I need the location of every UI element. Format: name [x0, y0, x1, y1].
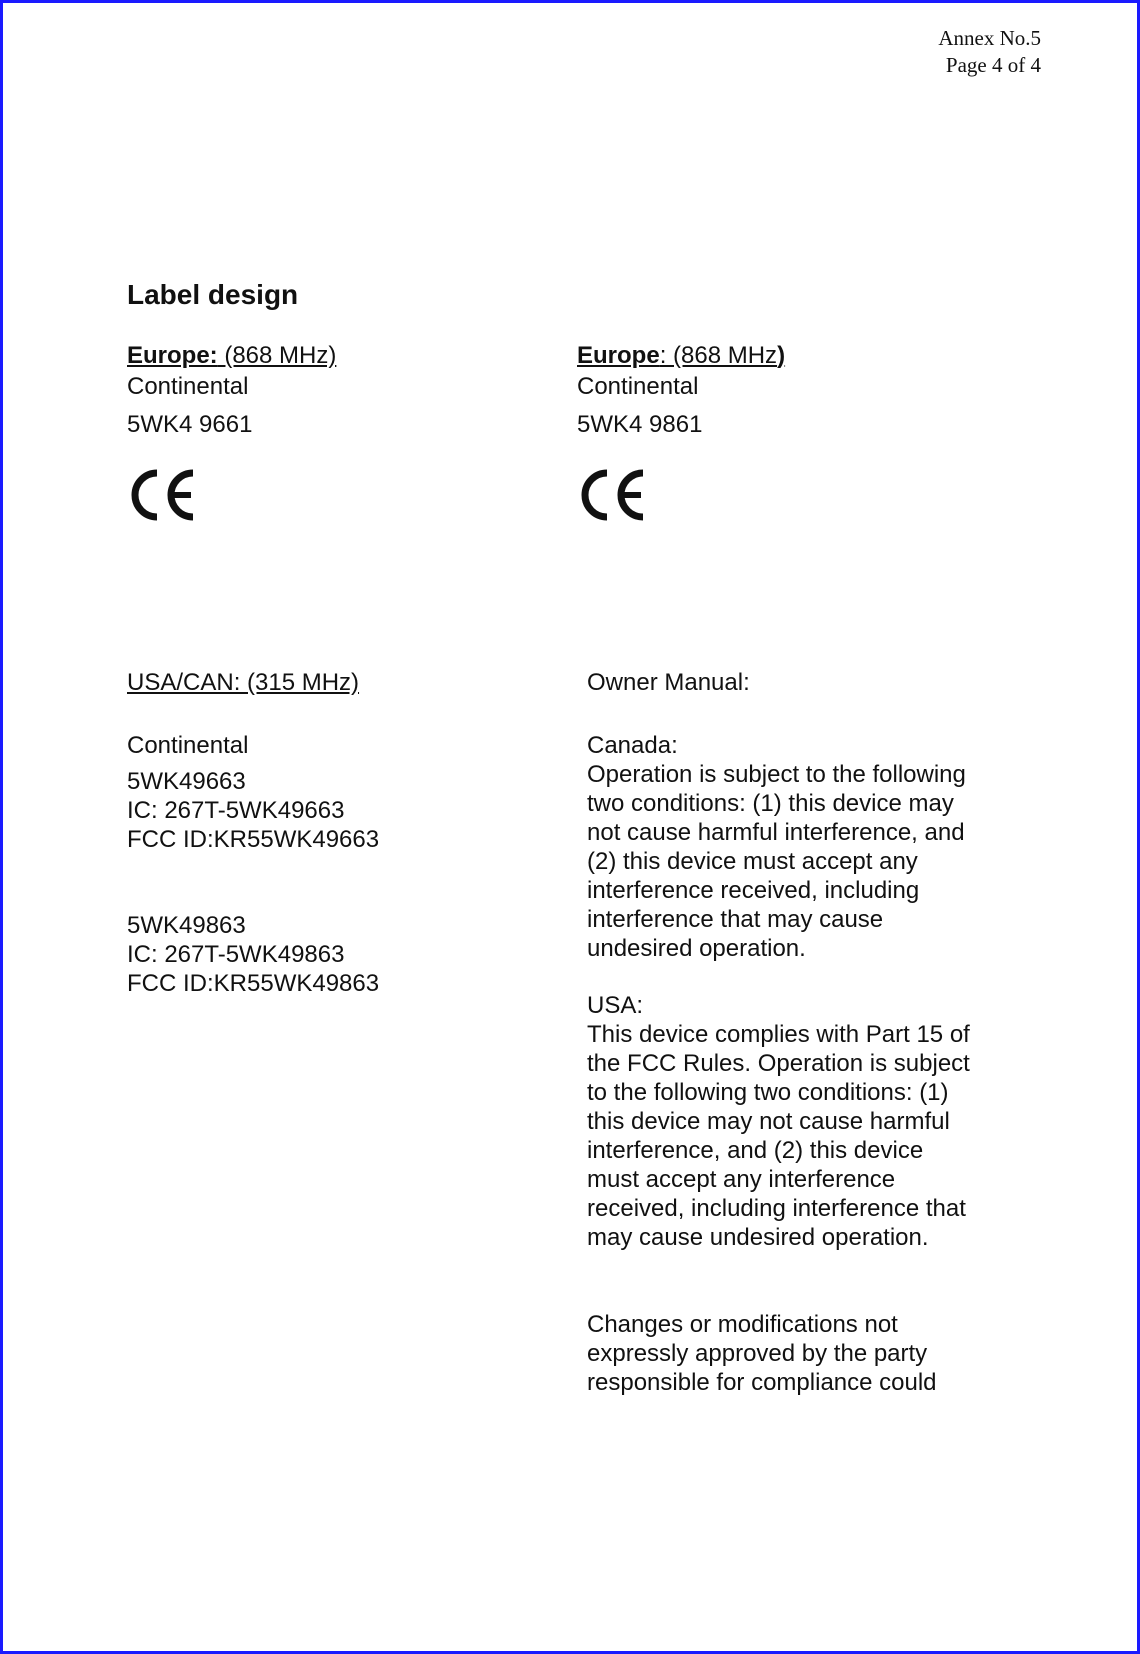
model-group-1: [127, 767, 379, 854]
statement-line: expressly approved by the party: [587, 1340, 928, 1367]
usa-label: USA:: [587, 992, 644, 1019]
model-line: IC: 267T-5WK49863: [127, 941, 345, 968]
changes-statement: [587, 1310, 970, 1397]
statement-line: Operation is subject to the following: [587, 761, 966, 788]
owner-manual-heading: Owner Manual:: [587, 669, 750, 696]
manufacturer-name: Continental: [127, 373, 249, 400]
part-number: 5WK4 9661: [127, 411, 253, 438]
statement-line: Changes or modifications not: [587, 1311, 898, 1338]
europe-label-right: [577, 341, 785, 439]
ce-mark-icon: [577, 467, 647, 523]
model-line: IC: 267T-5WK49663: [127, 797, 345, 824]
ce-mark-icon: [127, 467, 197, 523]
canada-label: Canada:: [587, 732, 678, 759]
owner-manual: [587, 668, 970, 1397]
statement-line: must accept any interference: [587, 1166, 896, 1193]
statement-line: undesired operation.: [587, 935, 806, 962]
model-line: 5WK49663: [127, 768, 246, 795]
usa-can-label: [127, 668, 379, 998]
statement-line: interference, and (2) this device: [587, 1137, 924, 1164]
statement-line: not cause harmful interference, and: [587, 819, 965, 846]
statement-line: this device may not cause harmful: [587, 1108, 950, 1135]
statement-line: This device complies with Part 15 of: [587, 1021, 970, 1048]
statement-line: received, including interference that: [587, 1195, 966, 1222]
europe-frequency: (868 MHz): [217, 342, 337, 369]
annex-number: Annex No.5: [938, 26, 1041, 50]
europe-region-label: Europe: [577, 342, 660, 369]
model-line: FCC ID:KR55WK49863: [127, 970, 380, 997]
statement-line: to the following two conditions: (1): [587, 1079, 949, 1106]
manufacturer-name: Continental: [577, 373, 699, 400]
model-line: FCC ID:KR55WK49663: [127, 826, 380, 853]
model-line: 5WK49863: [127, 912, 246, 939]
page-number: Page 4 of 4: [945, 53, 1041, 77]
model-group-2: [127, 911, 379, 998]
statement-line: responsible for compliance could: [587, 1369, 937, 1396]
canada-statement: [587, 760, 970, 963]
statement-line: the FCC Rules. Operation is subject: [587, 1050, 970, 1077]
europe-frequency-paren: ): [777, 342, 786, 369]
page-header: [938, 25, 1041, 79]
statement-line: interference received, including: [587, 877, 920, 904]
statement-line: may cause undesired operation.: [587, 1224, 929, 1251]
europe-frequency: : (868 MHz: [659, 342, 778, 369]
part-number: 5WK4 9861: [577, 411, 703, 438]
manufacturer-name: Continental: [127, 732, 249, 759]
statement-line: two conditions: (1) this device may: [587, 790, 954, 817]
usa-can-heading: USA/CAN: (315 MHz): [127, 669, 360, 696]
europe-label-left: [127, 341, 336, 439]
europe-region-label: Europe:: [127, 342, 218, 369]
statement-line: (2) this device must accept any: [587, 848, 918, 875]
section-title: Label design: [127, 279, 299, 310]
statement-line: interference that may cause: [587, 906, 884, 933]
usa-statement: [587, 1020, 970, 1252]
